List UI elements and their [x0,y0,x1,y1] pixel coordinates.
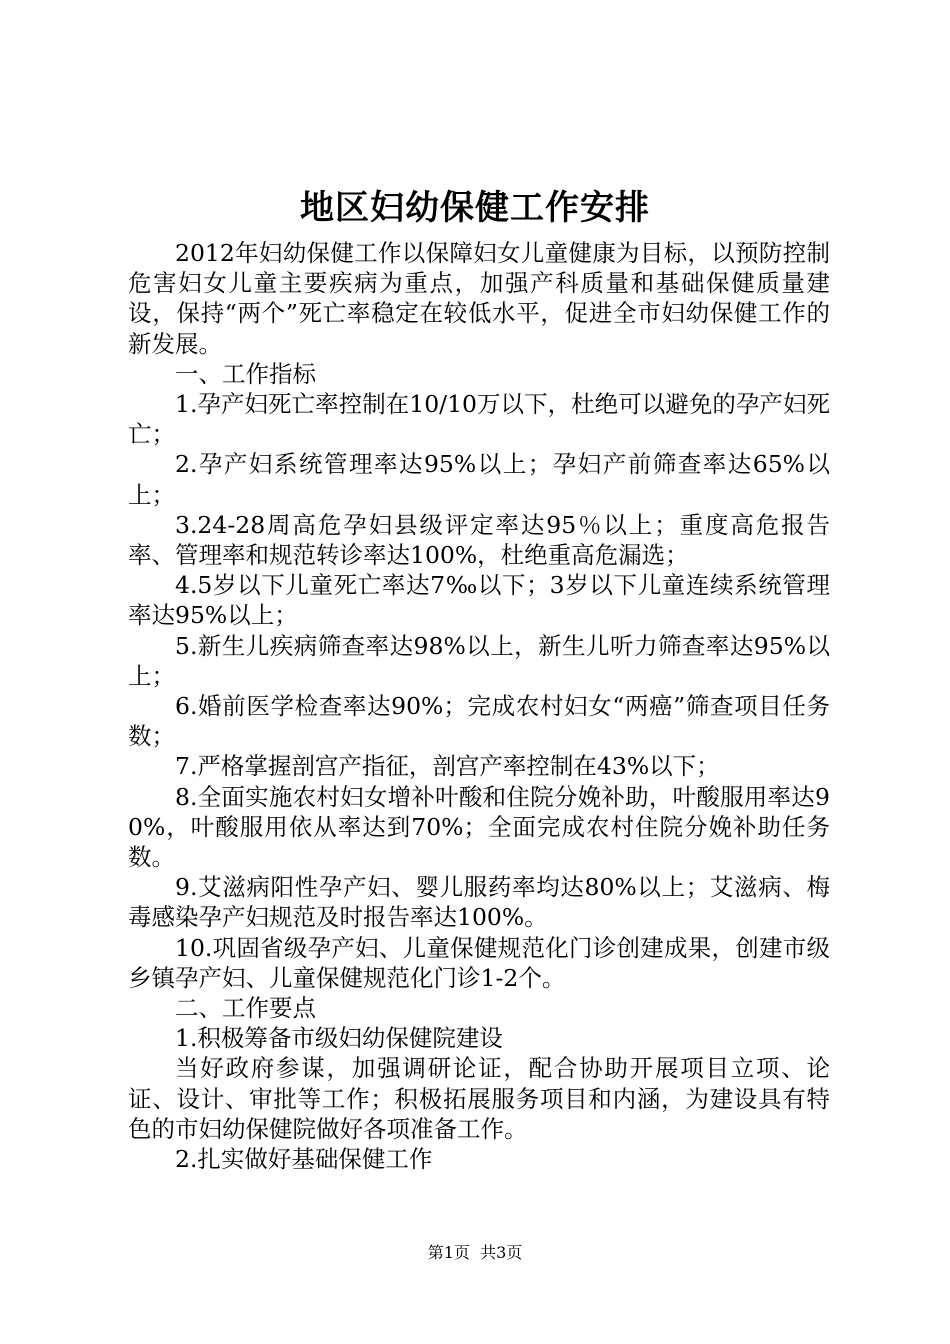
indicator-item-8: 8.全面实施农村妇女增补叶酸和住院分娩补助，叶酸服用率达90%，叶酸服用依从率达到70%；全面完成农村住院分娩补助任务数。 [128,782,830,872]
indicator-item-4: 4.5岁以下儿童死亡率达7‰以下；3岁以下儿童连续系统管理率达95%以上； [128,571,830,630]
key-point-heading-2: 2.扎实做好基础保健工作 [175,1145,433,1174]
key-point-body-1: 当好政府参谋，加强调研论证，配合协助开展项目立项、论证、设计、审批等工作；积极拓展服务项目和内涵，为建设具有特色的市妇幼保健院做好各项准备工作。 [128,1054,830,1143]
footer-spacer [470,1243,480,1262]
section-heading-indicators: 一、工作指标 [175,359,316,388]
document-title: 地区妇幼保健工作安排 [300,188,650,228]
key-point-heading-1: 1.积极筹备市级妇幼保健院建设 [175,1024,503,1053]
page-number-current: 第1页 [427,1243,470,1262]
indicator-item-1: 1.孕产妇死亡率控制在10/10万以下，杜绝可以避免的孕产妇死亡； [128,390,830,449]
document-body [128,238,830,1174]
paragraph-intro: 2012年妇幼保健工作以保障妇女儿童健康为目标，以预防控制危害妇女儿童主要疾病为重点，加强产科质量和基础保健质量建设，保持“两个”死亡率稳定在较低水平，促进全市妇幼保健工作的新发展。 [128,239,830,358]
indicator-item-10: 10.巩固省级孕产妇、儿童保健规范化门诊创建成果，创建市级乡镇孕产妇、儿童保健规范化门诊1-2个。 [128,933,830,992]
indicator-item-9: 9.艾滋病阳性孕产妇、婴儿服药率均达80%以上；艾滋病、梅毒感染孕产妇规范及时报告率达100%。 [128,873,830,932]
indicator-item-7: 7.严格掌握剖宫产指征，剖宫产率控制在43%以下； [175,752,720,781]
page-footer [0,1242,950,1264]
indicator-item-6: 6.婚前医学检查率达90%；完成农村妇女“两癌”筛查项目任务数； [128,692,830,751]
section-heading-key-points: 二、工作要点 [175,994,316,1023]
page-number-total: 共3页 [480,1243,523,1262]
indicator-item-3: 3.24-28周高危孕妇县级评定率达95％以上；重度高危报告率、管理率和规范转诊率达100%，杜绝重高危漏选； [128,510,830,570]
indicator-item-5: 5.新生儿疾病筛查率达98%以上，新生儿听力筛查率达95%以上； [128,631,830,690]
indicator-item-2: 2.孕产妇系统管理率达95%以上；孕妇产前筛查率达65%以上； [128,450,830,509]
